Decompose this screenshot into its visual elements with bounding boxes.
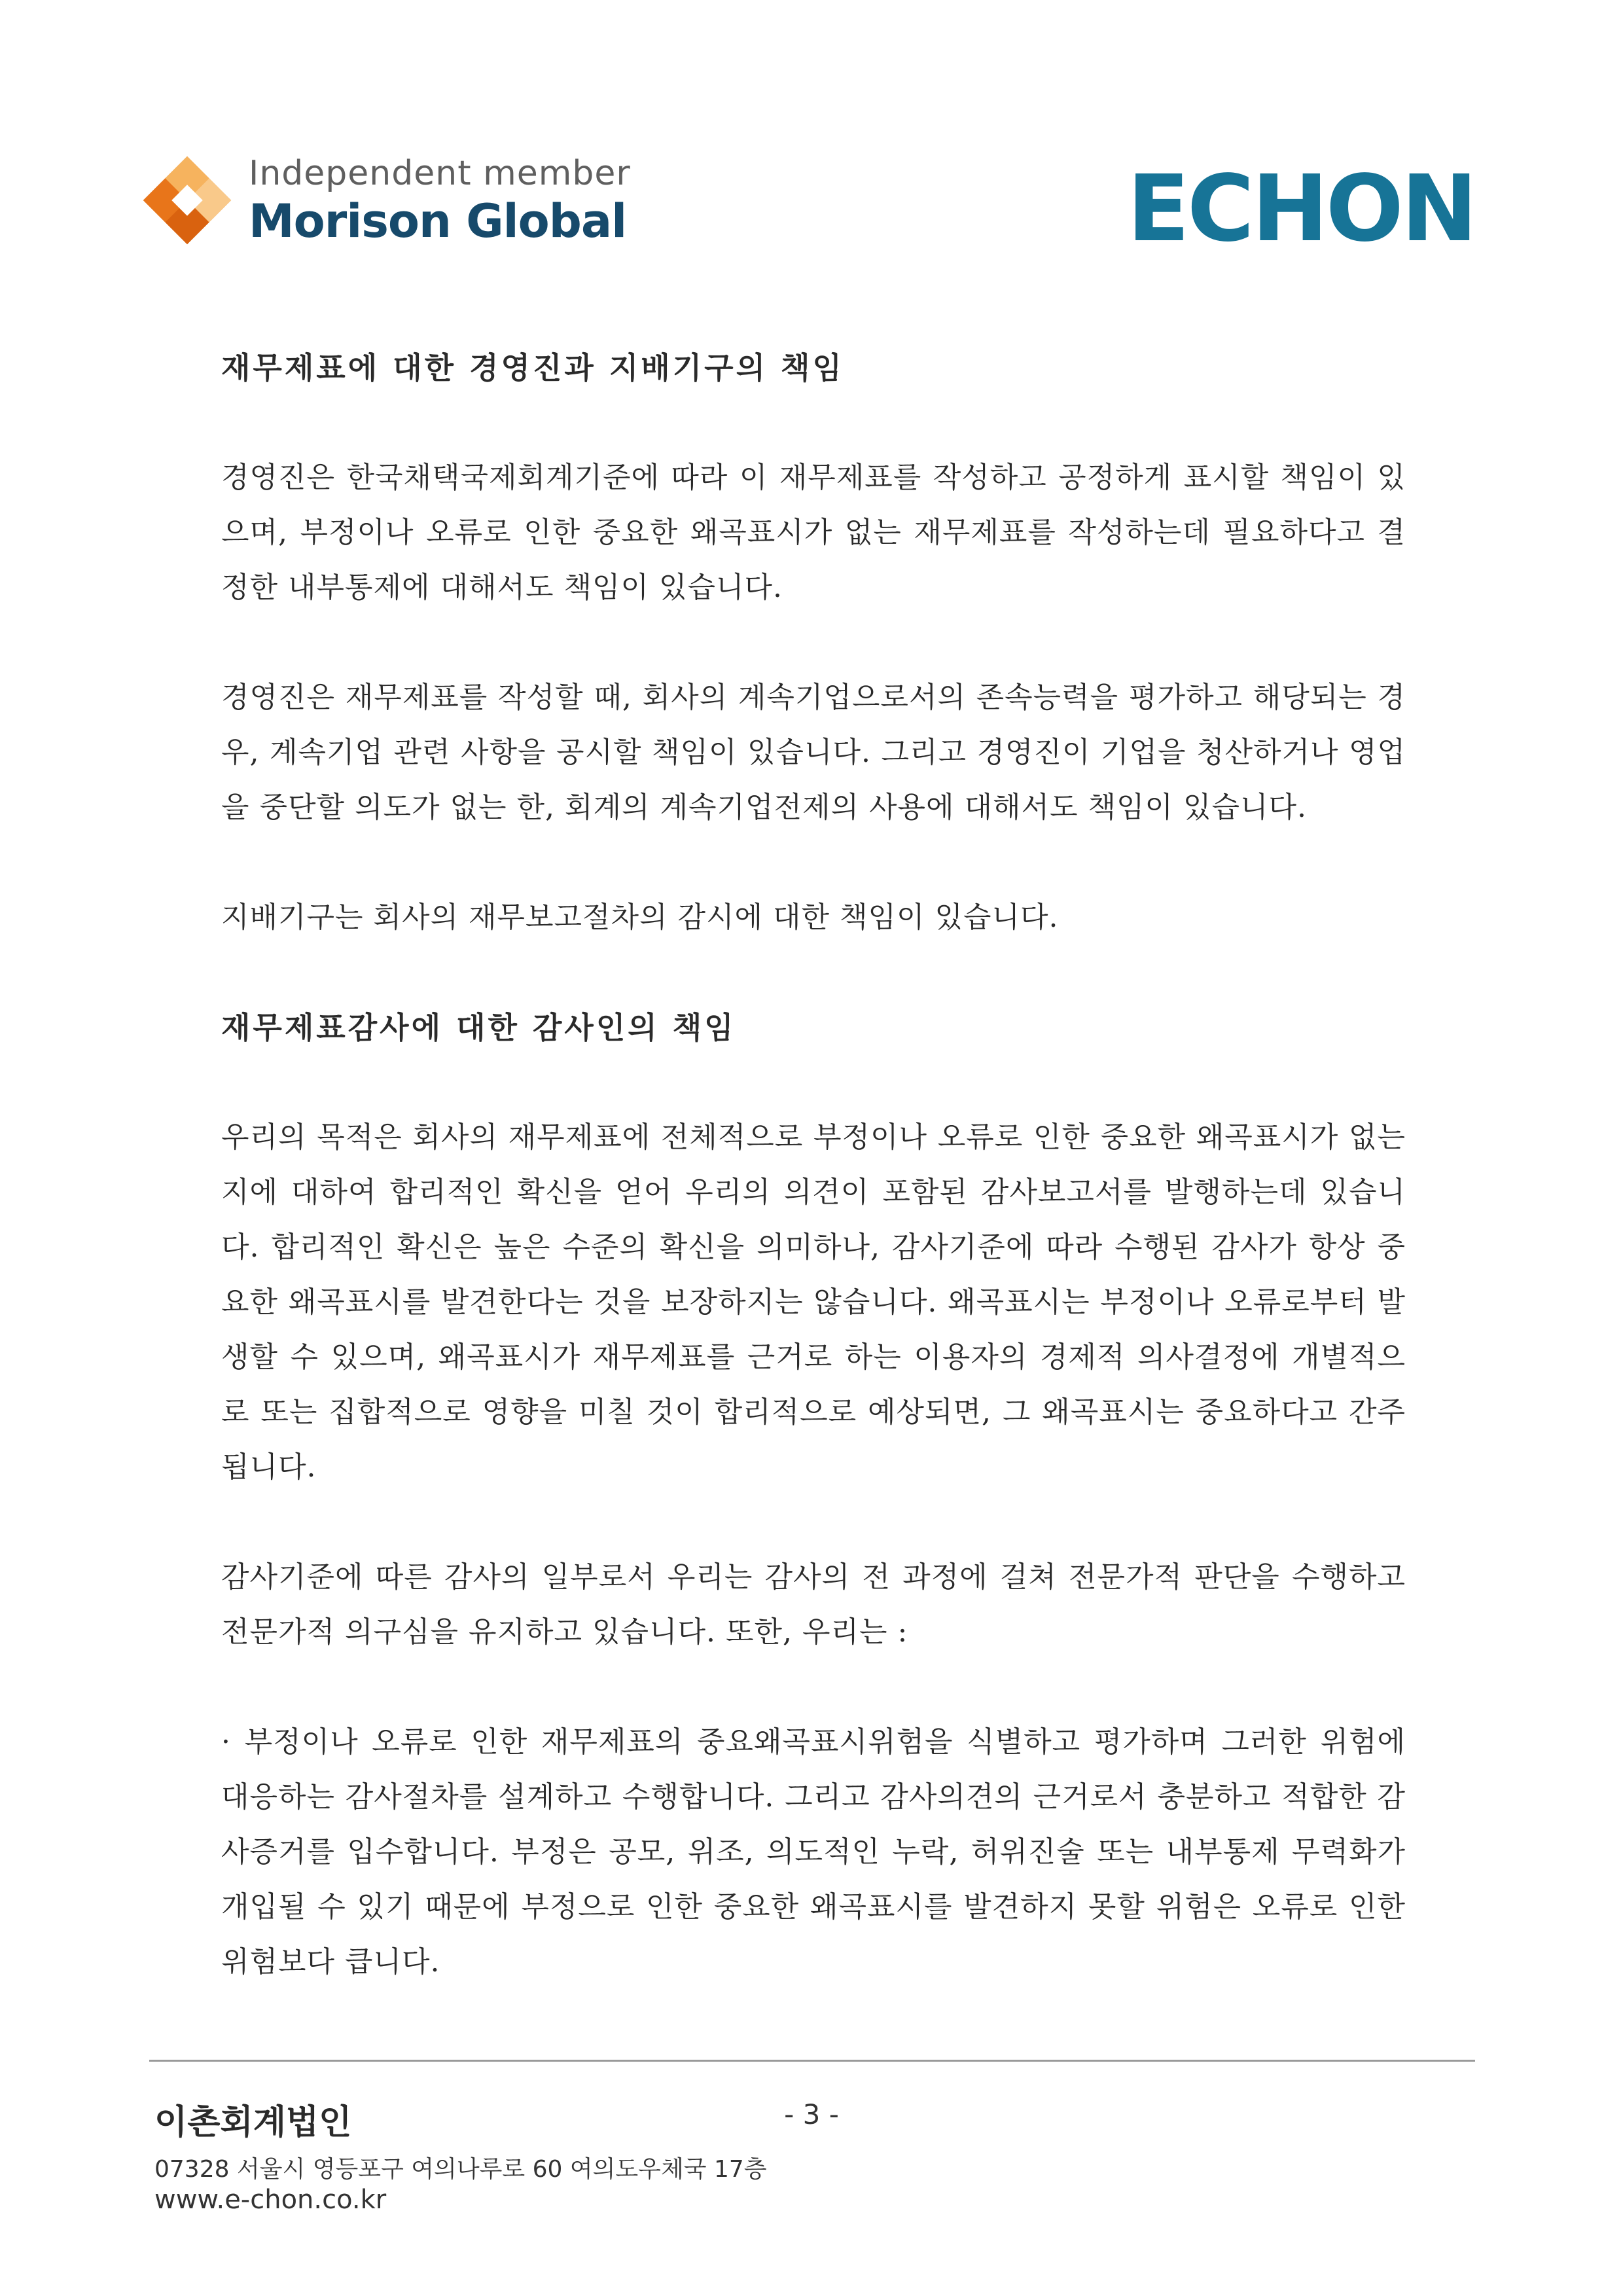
echon-logo: ECHON	[1127, 156, 1475, 262]
firm-name: 이촌회계법인	[154, 2103, 352, 2142]
paragraph: 감사기준에 따른 감사의 일부로서 우리는 감사의 전 과정에 걸쳐 전문가적 판단을 수행하고 전문가적 의구심을 유지하고 있습니다. 또한, 우리는 :	[221, 1560, 1406, 1649]
footer-divider	[149, 2060, 1475, 2062]
paragraph: 경영진은 한국채택국제회계기준에 따라 이 재무제표를 작성하고 공정하게 표시할 책임이 있으며, 부정이나 오류로 인한 중요한 왜곡표시가 없는 재무제표를 작성하는데 필요하다고 결정한 내부통제에 대해서도 책임이 있습니다.	[221, 461, 1406, 604]
paragraph: 경영진은 재무제표를 작성할 때, 회사의 계속기업으로서의 존속능력을 평가하고 해당되는 경우, 계속기업 관련 사항을 공시할 책임이 있습니다. 그리고 경영진이 기업을 청산하거나 영업을 중단할 의도가 없는 한, 회계의 계속기업전제의 사용에 대해서도 책임이 있습니다.	[221, 681, 1406, 824]
section-heading: 재무제표에 대한 경영진과 지배기구의 책임	[221, 350, 844, 386]
bullet-paragraph: · 부정이나 오류로 인한 재무제표의 중요왜곡표시위험을 식별하고 평가하며 그러한 위험에 대응하는 감사절차를 설계하고 수행합니다. 그리고 감사의견의 근거로서 충분하고 적합한 감사증거를 입수합니다. 부정은 공모, 위조, 의도적인 누락, 허위진술 또는 내부통제 무력화가 개입될 수 있기 때문에 부정으로 인한 중요한 왜곡표시를 발견하지 못할 위험은 오류로 인한 위험보다 큽니다.	[221, 1725, 1406, 1979]
logo-name: Morison Global	[249, 194, 627, 248]
morison-logo-icon	[141, 154, 233, 246]
firm-address: 07328 서울시 영등포구 여의나루로 60 여의도우체국 17층	[154, 2156, 767, 2183]
firm-website[interactable]: www.e-chon.co.kr	[154, 2185, 387, 2215]
morison-global-logo	[141, 154, 631, 246]
page-number: - 3 -	[784, 2098, 839, 2130]
main-content	[221, 340, 1406, 1990]
paragraph: 지배기구는 회사의 재무보고절차의 감시에 대한 책임이 있습니다.	[221, 901, 1059, 934]
section-heading: 재무제표감사에 대한 감사인의 책임	[221, 1010, 736, 1045]
paragraph: 우리의 목적은 회사의 재무제표에 전체적으로 부정이나 오류로 인한 중요한 왜곡표시가 없는지에 대하여 합리적인 확신을 얻어 우리의 의견이 포함된 감사보고서를 발행하는데 있습니다. 합리적인 확신은 높은 수준의 확신을 의미하나, 감사기준에 따라 수행된 감사가 항상 중요한 왜곡표시를 발견한다는 것을 보장하지는 않습니다. 왜곡표시는 부정이나 오류로부터 발생할 수 있으며, 왜곡표시가 재무제표를 근거로 하는 이용자의 경제적 의사결정에 개별적으로 또는 집합적으로 영향을 미칠 것이 합리적으로 예상되면, 그 왜곡표시는 중요하다고 간주됩니다.	[221, 1121, 1406, 1484]
logo-tagline: Independent member	[249, 154, 631, 193]
